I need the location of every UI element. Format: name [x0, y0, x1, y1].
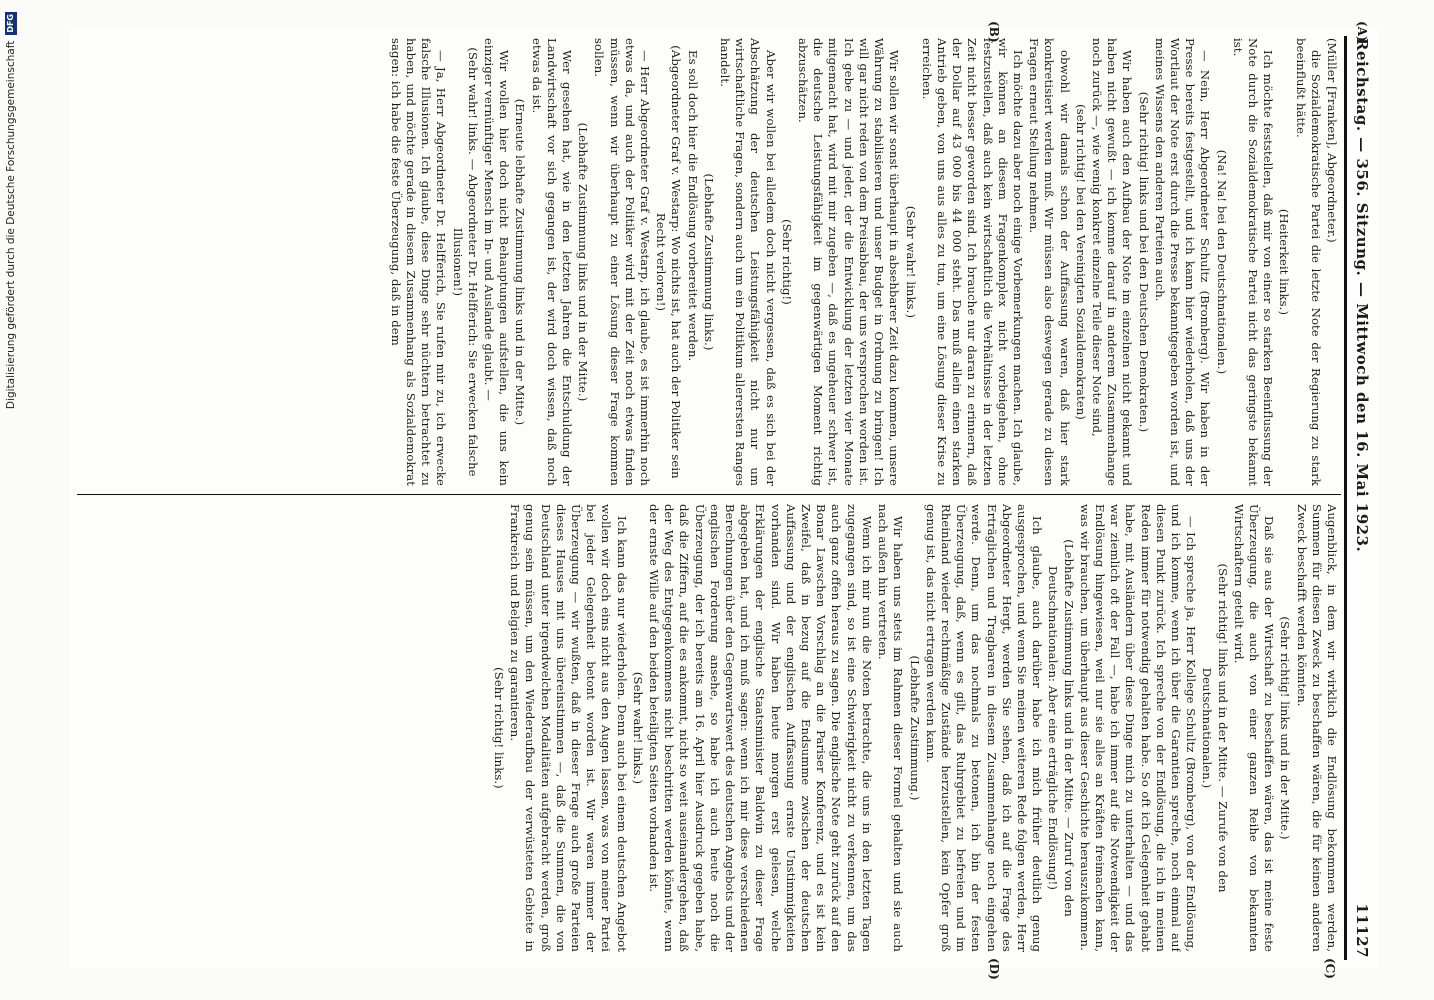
- paragraph: — Ich spreche ja, Herr Kollege Schultz (Bromberg), von der Endlösung, und ich komme, wenn ich über die Garantien spreche, noch einmal auf diesen Punkt zurück. Ich spreche von der Endlösung, die ich in meinen Reden immer für notwendig gehalten habe. So oft ich Gelegenheit gehabt habe, mit Ausländern über diese Dinge mich zu unterhalten — und das war ziemlich oft der Fall —, habe ich immer auf die Notwendigkeit der Endlösung hingewiesen, weil nur sie alles an Kräften freimachen kann, was wir brauchen, um überhaupt aus dieser Geschichte herauszukommen.: [1077, 504, 1199, 952]
- margin-mark-right-top: (C): [1323, 958, 1337, 979]
- margin-mark-right-bottom: (D): [987, 958, 1001, 980]
- margin-mark-left-bottom: (B): [987, 21, 1001, 43]
- paragraph: — Ja, Herr Abgeordneter Dr. Helfferich, Sie rufen mir zu, ich erwecke falsche Illusionen. Ich glaube, diese Dinge sehr nüchtern betrachtet zu haben, und möchte gerade in diesem Zusammenhang als Sozialdemokrat sagen: ich habe die feste Überzeugung, daß in dem: [388, 38, 449, 486]
- interjection: (Lebhafte Zustimmung.): [907, 655, 922, 801]
- interjection: (Lebhafte Zustimmung links.): [701, 173, 716, 351]
- paragraph: Wir wollen hier doch nicht Behauptungen aufstellen, die uns kein einziger vernünftiger Mensch im In- und Auslande glaubt. —: [482, 38, 512, 486]
- interjection: (Sehr richtig! links und in der Mitte. — Zurufe von den Deutschnationalen.): [1200, 563, 1230, 893]
- paragraph: Wir haben auch den Aufbau der Note im einzelnen nicht gekannt und haben nicht gewußt — ich komme darauf in anderem Zusammenhange noch zurück —, wie wenig konkret einzelne Teile dieser Note sind,: [1089, 38, 1135, 486]
- paragraph: — Nein, Herr Abgeordneter Schultz (Bromberg). Wir haben in der Presse bereits festgestellt, und ich kann hier wiederholen, daß uns der Wortlaut der Note erst durch die Presse bekanntgegeben worden ist, und meines Wissens den anderen Parteien auch.: [1152, 38, 1213, 486]
- interjection: (Lebhafte Zustimmung links und in der Mitte. — Zuruf von den Deutschnationalen: Aber eine erträgliche Endlösung!): [1046, 539, 1076, 917]
- interjection: (Erneute lebhafte Zustimmung links und in der Mitte.): [513, 98, 528, 426]
- interjection: (Sehr wahr! links. — Abgeordneter Dr. Helfferich: Sie erwecken falsche Illusionen!): [450, 47, 480, 477]
- interjection: (Sehr richtig!): [779, 219, 794, 305]
- paragraph: — Herr Abgeordneter Graf v. Westarp, ich glaube, es ist immerhin noch etwas da, und auch der Politiker wird mit der Zeit noch etwas finden müssen, wenn wir überhaupt zu einer Lösung dieser Frage kommen sollen.: [592, 38, 653, 486]
- column-divider: [77, 494, 1341, 495]
- paragraph: die Sozialdemokratische Partei die letzte Note der Regierung zu stark beeinflußt hätte.: [1293, 38, 1323, 486]
- paragraph: Ich kann das nur wiederholen. Denn auch bei einem deutschen Angebot wollen wir doch eins nicht aus den Augen lassen, was von meiner Partei bei jeder Gelegenheit betont worden ist. Wir waren immer der Überzeugung — wir wußten, daß in dieser Frage auch große Parteien dieses Hauses mit uns übereinstimmen —, daß die Summen, die von Deutschland unter irgendwelchen Modalitäten aufgebracht werden, groß genug sein müssen, um den Wiederaufbau der verwüsteten Gebiete in Frankreich und Belgien zu garantieren.: [508, 504, 629, 952]
- interjection: (Sehr richtig! links.): [492, 667, 507, 789]
- paragraph: Es soll doch hier die Endlösung vorbereitet werden.: [685, 50, 700, 362]
- paragraph: Ich glaube, auch darüber habe ich mich früher deutlich genug ausgesprochen, und wenn Sie meinen weiteren Rede folgen werden, Herr Abgeordneter Hergt, werden Sie sehen, daß ich auf die Frage des Erträglichen und Tragbaren in diesem Zusammenhange noch eingehen werde. Denn, um das nochmals zu betonen, ich bin der festen Überzeugung, daß, wenn es gilt, das Ruhrgebiet zu befreien und im Rheinland wieder rechtmäßige Zustände herzustellen, kein Opfer groß genug ist, das nicht ertragen werden kann.: [923, 504, 1045, 952]
- newspaper-page: [69, 21, 1379, 980]
- paragraph: obwohl wir damals schon der Auffassung waren, daß hier stark konkretisiert werden muß. Wir müssen also deswegen gerade zu diesen Fragen erneut Stellung nehmen.: [1027, 38, 1072, 486]
- paragraph: Aber wir wollen bei alledem doch nicht vergessen, daß es sich bei der Abschätzung der deutschen Leistungsfähigkeit nicht nur um wirtschaftliche Fragen, sondern auch um ein Politikum allerersten Ranges handelt.: [718, 38, 778, 486]
- text-column-left: [75, 38, 1339, 486]
- page-header: [1349, 38, 1375, 958]
- page-number: 11127: [1353, 903, 1371, 958]
- interjection: (sehr richtig! bei den Vereinigten Sozialdemokraten): [1073, 104, 1088, 420]
- paragraph: Wenn ich mir nun die Noten betrachte, die uns in den letzten Tagen zugegangen sind, so ist eine Schwierigkeit nicht zu verkennen, um das auch ganz offen heraus zu sagen. Die englische Note geht zurück auf den Bonar Lawschen Vorschlag an die Pariser Konferenz, und es ist kein Zweifel, daß in bezug auf die Endsumme zwischen der deutschen Auffassung und der englischen Auffassung ernste Unstimmigkeiten vorhanden sind. Wir haben heute morgen erst gelesen, welche Erklärungen der englische Staatsminister Baldwin zu dieser Frage abgegeben hat, und ich muß sagen: wenn ich mir diese verschiedenen Berechnungen über den Gegenwartswert des deutschen Angebots und der englischen Forderung ansehe, so habe ich auch heute noch die Überzeugung, der ich bereits am 16. April hier Ausdruck gegeben habe, daß die Ziffern, auf die es ankommt, nicht so weit auseinandergehen, daß der Weg des Entgegenkommens nicht beschritten werden könnte, wenn der ernste Wille auf den beiden beteiligten Seiten vorhanden ist.: [647, 504, 874, 952]
- interjection: (Sehr wahr! links.): [630, 671, 645, 785]
- paragraph: (Müller [Franken], Abgeordneter.): [1325, 38, 1339, 243]
- digitization-credit: [2, 0, 20, 998]
- paragraph: Augenblick, in dem wir wirklich die Endlösung bekommen werden, Summen für diesen Zweck zu beschaffen wären, die für keinen anderen Zweck beschafft werden könnten.: [1294, 504, 1339, 952]
- interjection: (Sehr wahr! links.): [903, 205, 918, 319]
- interjection: (Abgeordneter Graf v. Westarp: Wo nichts ist, hat auch der Politiker sein Recht verloren!): [654, 45, 684, 479]
- interjection: (Lebhafte Zustimmung links und in der Mitte.): [576, 122, 591, 402]
- credit-text: Digitalisierung gefördert durch die Deutsche Forschungsgemeinschaft: [5, 40, 17, 410]
- interjection: (Sehr richtig! links und in der Mitte.): [1278, 616, 1293, 840]
- header-title: Reichstag. — 356. Sitzung. — Mittwoch den 16. Mai 1923.: [1353, 38, 1371, 553]
- dfg-logo: DFG: [6, 14, 15, 33]
- header-rule: [1344, 36, 1347, 960]
- margin-mark-left-top: (A): [1355, 21, 1369, 42]
- paragraph: Wir haben uns stets im Rahmen dieser Formel gehalten und sie auch nach außen hin vertreten.: [876, 504, 906, 952]
- text-column-right: [75, 504, 1339, 952]
- paragraph: Ich möchte dazu aber noch einige Vorbemerkungen machen. Ich glaube, wir können an diesem Fragenkomplex nicht vorbeigehen, ohne festzustellen, daß auch kein wirtschaftlich die Verhältnisse in der letzten Zeit nicht besser geworden sind. Ich brauche nur daran zu erinnern, daß der Dollar auf 43 000 bis 44 000 steht. Das muß allein einen starken Antrieb geben, von uns aus alles zu tun, um eine Lösung dieser Krise zu erreichen.: [919, 38, 1025, 486]
- paragraph: Daß sie aus der Wirtschaft zu beschaffen wären, das ist meine feste Überzeugung, die auch von einer ganzen Reihe von bekannten Wirtschaftern geteilt wird.: [1231, 504, 1277, 952]
- interjection: (Na! Na! bei den Deutschnationalen.): [1214, 149, 1229, 375]
- interjection: (Sehr richtig! links und bei den Deutschen Demokraten.): [1136, 91, 1151, 433]
- interjection: (Heiterkeit links.): [1277, 208, 1292, 316]
- paragraph: Wir sollen wir sonst überhaupt in absehbarer Zeit dazu kommen, unsere Währung zu stabilisieren und unser Budget in Ordnung zu bringen! Ich will gar nicht reden von dem Preisabbau, der uns versprochen worden ist. Ich gebe zu — und jeder, der die Entwicklung der letzten vier Monate mitgemacht hat, wird mit mir zugeben —, daß es ungeheuer schwer ist, die deutsche Leistungsfähigkeit im gegenwärtigen Moment richtig abzuschätzen.: [796, 38, 902, 486]
- paragraph: Ich möchte feststellen, daß mir von einer so starken Beeinflussung der Note durch die Sozialdemokratische Partei nicht das geringste bekannt ist.: [1230, 38, 1276, 486]
- paragraph: Wer gesehen hat, wie in den letzten Jahren die Entschuldung der Landwirtschaft vor sich gegangen ist, der wird doch wissen, daß noch etwas da ist.: [529, 38, 575, 486]
